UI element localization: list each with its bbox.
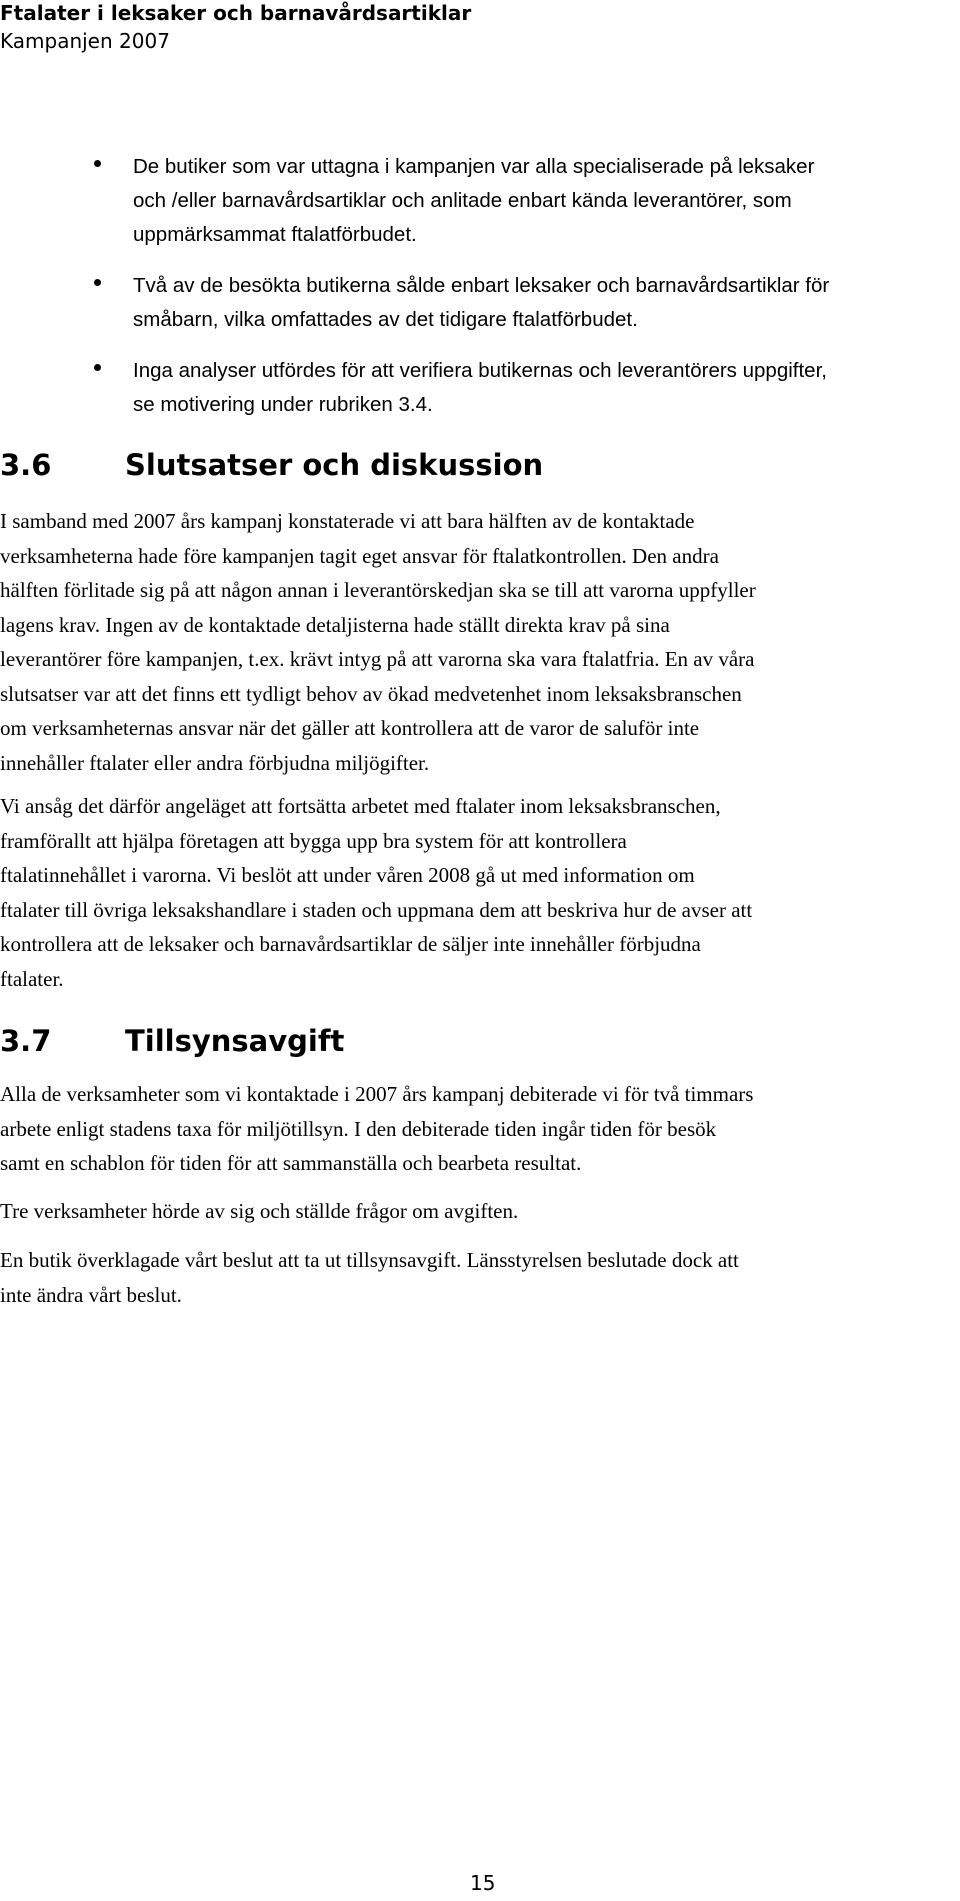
paragraph: En butik överklagade vårt beslut att ta ut tillsynsavgift. Länsstyrelsen beslutade dock att inte ändra vårt beslut.: [0, 1248, 739, 1307]
section-number: 3.6: [0, 448, 52, 482]
list-item: [0, 150, 960, 252]
section-heading-3-7: [0, 1023, 344, 1059]
bullet-list: [0, 150, 960, 439]
paragraph: Tre verksamheter hörde av sig och ställde frågor om avgiften.: [0, 1199, 519, 1223]
section-heading-3-6: [0, 447, 543, 483]
bullet-text: Två av de besökta butikerna sålde enbart leksaker och barnavårdsartiklar för småbarn, vilka omfattades av det tidigare ftalatförbudet.: [133, 274, 830, 331]
bullet-icon: [94, 279, 101, 286]
section-title: Tillsynsavgift: [125, 1024, 345, 1058]
section-title: Slutsatser och diskussion: [125, 448, 544, 482]
list-item: [0, 269, 960, 337]
section-number: 3.7: [0, 1024, 52, 1058]
paragraph: Alla de verksamheter som vi kontaktade i 2007 års kampanj debiterade vi för två timmars arbete enligt stadens taxa för miljötillsyn. I den debiterade tiden ingår tiden för besök samt en schablon för tiden för att sammanställa och bearbeta resultat.: [0, 1082, 754, 1175]
page-header: [0, 0, 471, 54]
list-item: [0, 354, 960, 422]
bullet-icon: [94, 364, 101, 371]
bullet-icon: [94, 160, 101, 167]
document-subtitle: Kampanjen 2007: [0, 29, 170, 53]
document-title: Ftalater i leksaker och barnavårdsartiklar: [0, 1, 472, 25]
bullet-text: De butiker som var uttagna i kampanjen var alla specialiserade på leksaker och /eller barnavårdsartiklar och anlitade enbart kända leverantörer, som uppmärksammat ftalatförbudet.: [133, 155, 815, 246]
paragraph: I samband med 2007 års kampanj konstaterade vi att bara hälften av de kontaktade verksamheterna hade före kampanjen tagit eget ansvar för ftalatkontrollen. Den andra hälften förlitade sig på att någon annan i leverantörskedjan ska se till att varorna uppfyller lagens krav. Ingen av de kontaktade detaljisterna hade ställt direkta krav på sina leverantörer före kampanjen, t.ex. krävt intyg på att varorna ska vara ftalatfria. En av våra slutsatser var att det finns ett tydligt behov av ökad medvetenhet inom leksaksbranschen om verksamheternas ansvar när det gäller att kontrollera att de varor de saluför inte innehåller ftalater eller andra förbjudna miljögifter.: [0, 509, 756, 775]
paragraph: Vi ansåg det därför angeläget att fortsätta arbetet med ftalater inom leksaksbranschen, framförallt att hjälpa företagen att bygga upp bra system för att kontrollera ftalatinnehållet i varorna. Vi beslöt att under våren 2008 gå ut med information om ftalater till övriga leksakshandlare i staden och uppmana dem att beskriva hur de avser att kontrollera att de leksaker och barnavårdsartiklar de säljer inte innehåller förbjudna ftalater.: [0, 794, 753, 991]
bullet-text: Inga analyser utfördes för att verifiera butikernas och leverantörers uppgifter, se motivering under rubriken 3.4.: [133, 359, 827, 416]
page-number: 15: [470, 1871, 496, 1895]
